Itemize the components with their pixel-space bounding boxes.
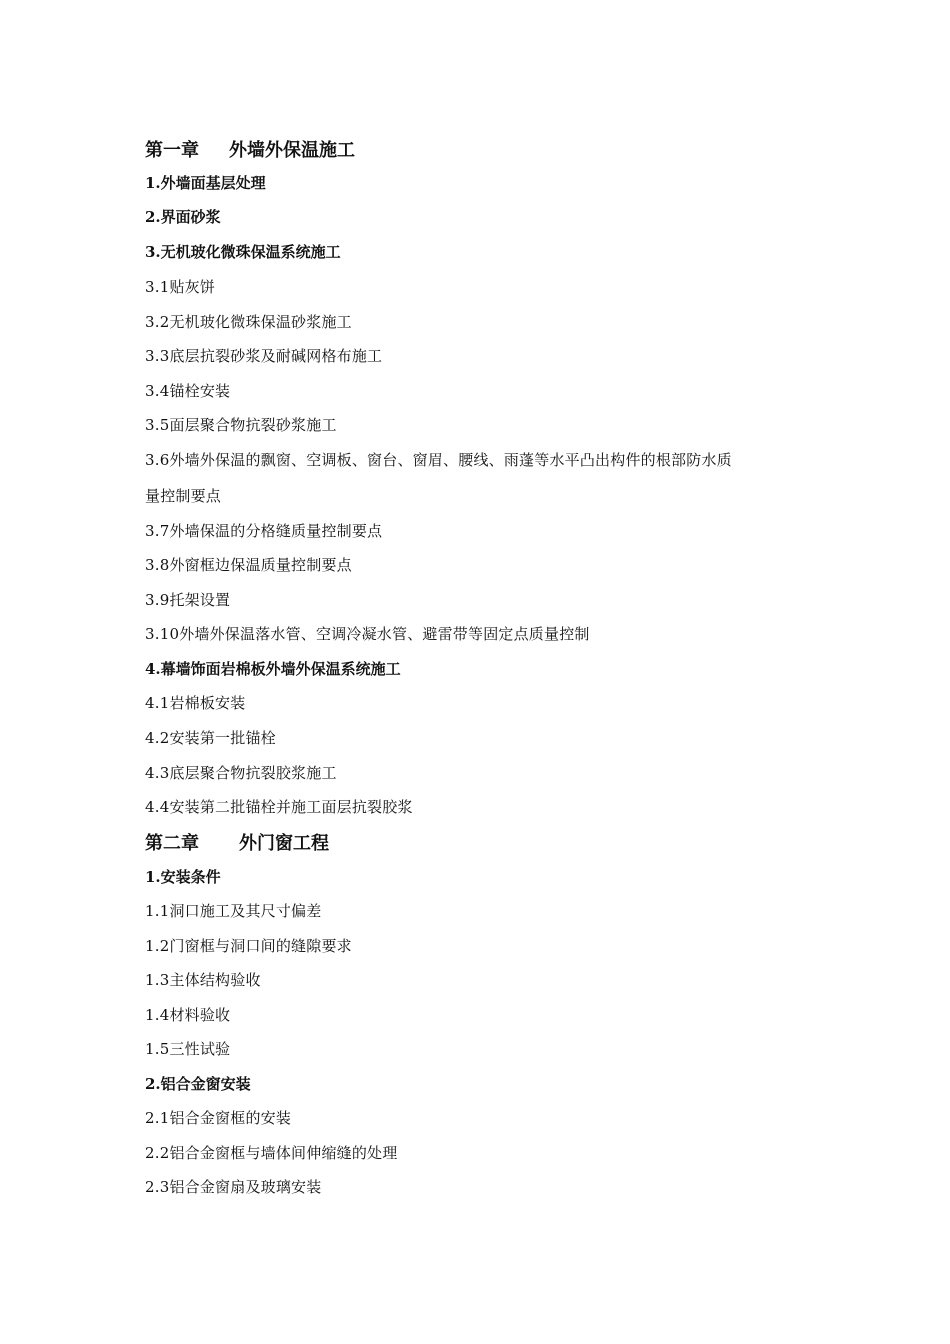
- list-item: 3.5面层聚合物抗裂砂浆施工: [145, 416, 337, 434]
- list-item: 3.7外墙保温的分格缝质量控制要点: [145, 522, 383, 540]
- list-item: 2.3铝合金窗扇及玻璃安装: [145, 1178, 322, 1196]
- list-item: 3.6外墙外保温的飘窗、空调板、窗台、窗眉、腰线、雨蓬等水平凸出构件的根部防水质: [145, 451, 732, 469]
- section-heading: 1.外墙面基层处理: [145, 174, 266, 192]
- list-item: 3.9托架设置: [145, 591, 231, 609]
- list-item: 1.5三性试验: [145, 1040, 231, 1058]
- chapter-label: 第一章: [145, 140, 199, 161]
- list-item: 3.8外窗框边保温质量控制要点: [145, 556, 352, 574]
- list-item: 2.2铝合金窗框与墙体间伸缩缝的处理: [145, 1144, 398, 1162]
- list-item: 3.3底层抗裂砂浆及耐碱网格布施工: [145, 347, 383, 365]
- list-item: 2.1铝合金窗框的安装: [145, 1109, 292, 1127]
- list-item: 4.4安装第二批锚栓并施工面层抗裂胶浆: [145, 798, 413, 816]
- list-item: 3.2无机玻化微珠保温砂浆施工: [145, 313, 352, 331]
- list-item: 1.2门窗框与洞口间的缝隙要求: [145, 937, 352, 955]
- section-heading: 2.界面砂浆: [145, 208, 221, 226]
- list-item: 3.10外墙外保温落水管、空调冷凝水管、避雷带等固定点质量控制: [145, 625, 590, 643]
- list-item: 3.4锚栓安装: [145, 382, 231, 400]
- list-item: 4.2安装第一批锚栓: [145, 729, 276, 747]
- list-item: 4.3底层聚合物抗裂胶浆施工: [145, 764, 337, 782]
- section-heading: 2.铝合金窗安装: [145, 1075, 251, 1093]
- section-heading: 4.幕墙饰面岩棉板外墙外保温系统施工: [145, 660, 401, 678]
- chapter-heading: [145, 829, 329, 855]
- chapter-heading: [145, 136, 355, 162]
- list-item: 4.1岩棉板安装: [145, 694, 246, 712]
- chapter-title: 外墙外保温施工: [229, 140, 355, 161]
- list-item: 1.1洞口施工及其尺寸偏差: [145, 902, 322, 920]
- chapter-label: 第二章: [145, 833, 199, 854]
- section-heading: 1.安装条件: [145, 868, 221, 886]
- list-item: 3.1贴灰饼: [145, 278, 216, 296]
- list-item: 1.3主体结构验收: [145, 971, 261, 989]
- chapter-title: 外门窗工程: [239, 833, 329, 854]
- list-item-continuation: 量控制要点: [145, 487, 222, 505]
- list-item: 1.4材料验收: [145, 1006, 231, 1024]
- section-heading: 3.无机玻化微珠保温系统施工: [145, 243, 341, 261]
